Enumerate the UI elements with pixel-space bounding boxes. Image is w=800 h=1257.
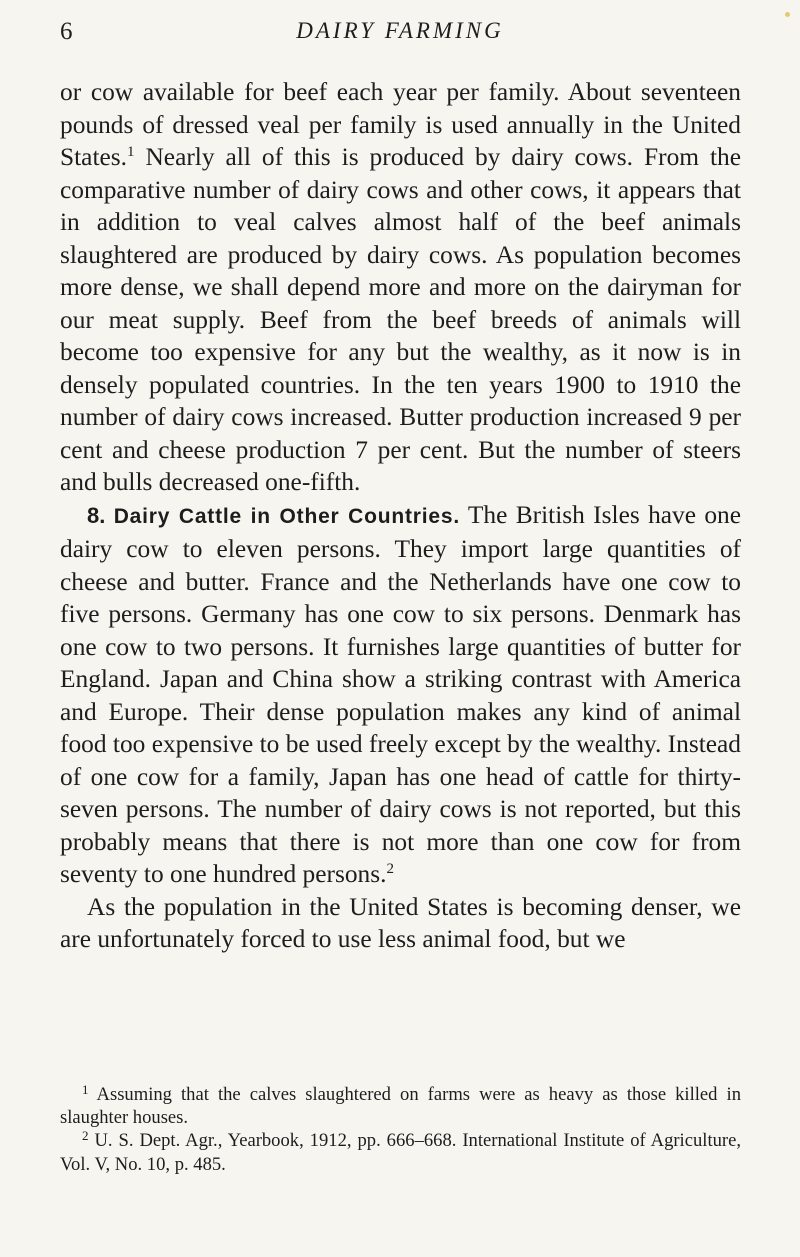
footnote-2 [60, 1129, 741, 1175]
body-text [60, 76, 741, 956]
footnote-marker-2: 2 [82, 1128, 89, 1144]
paragraph-other-countries-text: The British Isles have one dairy cow to eleven persons. They import large quantities of cheese and butter. France and the Netherlands have one cow to five persons. Germany has one cow to six persons. Denmark has one cow to two persons. It furnishes large quantities of butter for England. Japan and China show a striking contrast with America and Europe. Their dense population makes any kind of animal food too expensive to be used freely except by the wealthy. Instead of one cow for a family, Japan has one head of cattle for thirty-seven persons. The number of dairy cows is not reported, but this probably means that there is not more than one cow for from seventy to one hundred persons. [60, 500, 741, 888]
paragraph-veal [60, 76, 741, 499]
footnote-1 [60, 1083, 741, 1129]
paragraph-veal-text-continued: Nearly all of this is produced by dairy cows. From the comparative number of dairy cows and other cows, it appears that in addition to veal calves almost half of the beef animals slaughtered are produced by dairy cows. As population becomes more dense, we shall depend more and more on the dairyman for our meat supply. Beef from the beef breeds of animals will become too expensive for any but the wealthy, as it now is in densely populated countries. In the ten years 1900 to 1910 the number of dairy cows increased. Butter production increased 9 per cent and cheese production 7 per cent. But the number of steers and bulls decreased one-fifth. [60, 143, 741, 496]
footnotes [60, 1083, 741, 1176]
footnote-marker-1: 1 [82, 1082, 89, 1097]
page-header [60, 14, 740, 50]
running-head: DAIRY FARMING [296, 18, 504, 43]
section-number: 8. [87, 502, 106, 528]
section-heading: Dairy Cattle in Other Countries. [113, 504, 461, 528]
paper-speck [785, 12, 790, 17]
paragraph-population-text: As the population in the United States is becoming denser, we are unfortunately forced to use less animal food, but we [60, 892, 741, 953]
page-number: 6 [60, 18, 73, 45]
footnote-2-text: U. S. Dept. Agr., Yearbook, 1912, pp. 666–668. International Institute of Agriculture, Vol. V, No. 10, p. 485. [60, 1130, 741, 1175]
footnote-1-text: Assuming that the calves slaughtered on farms were as heavy as those killed in slaughter houses. [60, 1084, 741, 1129]
footnote-ref-2[interactable]: 2 [386, 861, 394, 877]
paragraph-veal-text: or cow available for beef each year per family. About seventeen pounds of dressed veal per family is used annually in the United States. [60, 78, 741, 171]
paragraph-population [60, 891, 741, 956]
footnote-ref-1[interactable]: 1 [127, 144, 135, 160]
paragraph-other-countries [60, 499, 741, 891]
